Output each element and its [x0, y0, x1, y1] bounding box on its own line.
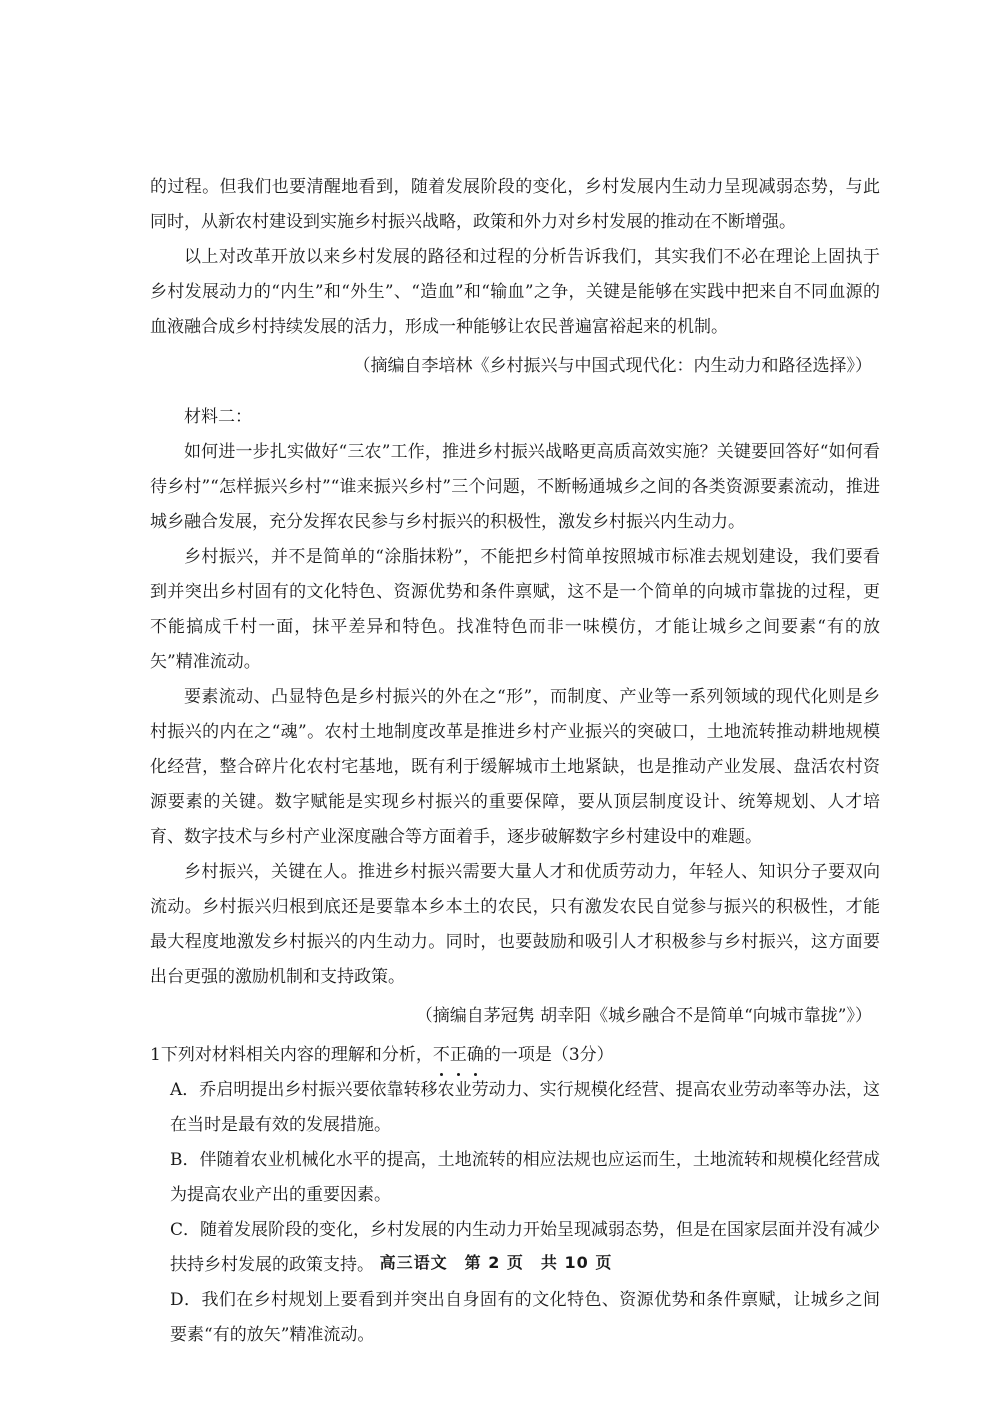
material-one-source: （摘编自李培林《乡村振兴与中国式现代化：内生动力和路径选择》） — [353, 356, 872, 376]
option-d: D．我们在乡村规划上要看到并突出自身固有的文化特色、资源优势和条件禀赋，让城乡之间要素“有的放矢”精准流动。 — [170, 1290, 880, 1345]
material-two-heading: 材料二： — [184, 407, 252, 427]
option-c: C．随着发展阶段的变化，乡村发展的内生动力开始呈现减弱态势，但是在国家层面并没有减少扶持乡村发展的政策支持。 — [170, 1220, 881, 1275]
material-one-paragraph-tail: 的过程。但我们也要清醒地看到，随着发展阶段的变化，乡村发展内生动力呈现减弱态势，与此同时，从新农村建设到实施乡村振兴战略，政策和外力对乡村发展的推动在不断增强。 — [150, 177, 880, 232]
material-one-paragraph-conclusion: 以上对改革开放以来乡村发展的路径和过程的分析告诉我们，其实我们不必在理论上固执于乡村发展动力的“内生”和“外生”、“造血”和“输血”之争，关键是能够在实践中把来自不同血源的血液融合成乡村持续发展的活力，形成一种能够让农民普遍富裕起来的机制。 — [150, 247, 880, 337]
emphasis-char-3: 确 — [467, 1038, 484, 1073]
material-two-paragraph-1: 如何进一步扎实做好“三农”工作，推进乡村振兴战略更高质高效实施？关键要回答好“如何看待乡村”“怎样振兴乡村”“谁来振兴乡村”三个问题，不断畅通城乡之间的各类资源要素流动，推进城乡融合发展，充分发挥农民参与乡村振兴的积极性，激发乡村振兴内生动力。 — [150, 442, 880, 532]
question-number: 1 — [150, 1045, 161, 1065]
option-a: A．乔启明提出乡村振兴要依靠转移农业劳动力、实行规模化经营、提高农业劳动率等办法，这在当时是最有效的发展措施。 — [170, 1080, 880, 1135]
material-two-source: （摘编自茅冠隽 胡幸阳《城乡融合不是简单“向城市靠拢”》） — [415, 1006, 872, 1026]
page-footer: 高三语文 第 2 页 共 10 页 — [379, 1253, 613, 1272]
question-stem — [150, 1038, 880, 1073]
material-two-paragraph-4: 乡村振兴，关键在人。推进乡村振兴需要大量人才和优质劳动力，年轻人、知识分子要双向流动。乡村振兴归根到底还是要靠本乡本土的农民，只有激发农民自觉参与振兴的积极性，才能最大程度地激发乡村振兴的内生动力。同时，也要鼓励和吸引人才积极参与乡村振兴，这方面要出台更强的激励机制和支持政策。 — [150, 862, 880, 987]
material-two-paragraph-3: 要素流动、凸显特色是乡村振兴的外在之“形”，而制度、产业等一系列领域的现代化则是乡村振兴的内在之“魂”。农村土地制度改革是推进乡村产业振兴的突破口，土地流转推动耕地规模化经营，整合碎片化农村宅基地，既有利于缓解城市土地紧缺，也是推动产业发展、盘活农村资源要素的关键。数字赋能是实现乡村振兴的重要保障，要从顶层制度设计、统筹规划、人才培育、数字技术与乡村产业深度融合等方面着手，逐步破解数字乡村建设中的难题。 — [150, 687, 880, 847]
question-1 — [150, 1038, 880, 1353]
option-b: B．伴随着农业机械化水平的提高，土地流转的相应法规也应运而生，土地流转和规模化经营成为提高农业产出的重要因素。 — [170, 1150, 880, 1205]
question-stem-after: 的一项是（3分） — [483, 1045, 614, 1065]
emphasis-char-1: 不 — [433, 1038, 450, 1073]
emphasis-char-2: 正 — [450, 1038, 467, 1073]
material-two-paragraph-2: 乡村振兴，并不是简单的“涂脂抹粉”，不能把乡村简单按照城市标准去规划建设，我们要看到并突出乡村固有的文化特色、资源优势和条件禀赋，这不是一个简单的向城市靠拢的过程，更不能搞成千村一面，抹平差异和特色。找准特色而非一味模仿，才能让城乡之间要素“有的放矢”精准流动。 — [150, 547, 880, 672]
question-stem-before: 下列对材料相关内容的理解和分析， — [160, 1045, 433, 1065]
page-content — [150, 170, 880, 1353]
